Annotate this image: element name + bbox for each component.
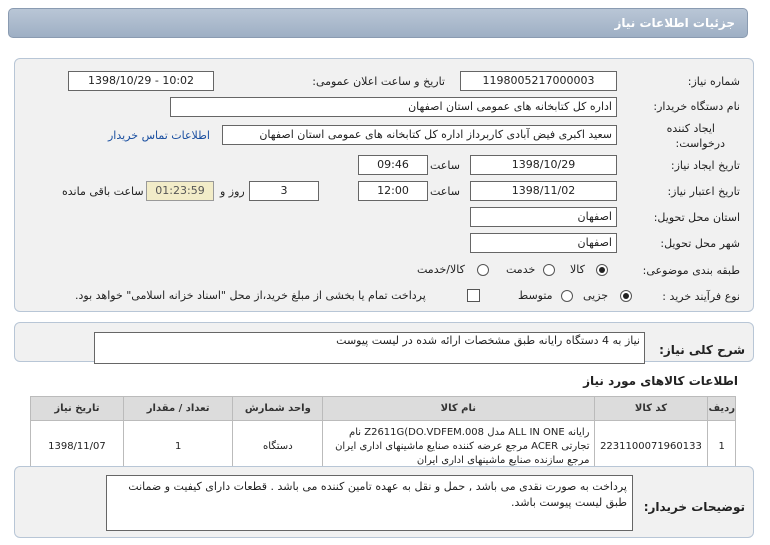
goods-table bbox=[30, 396, 736, 473]
create-date-label: تاریخ ایجاد نیاز: bbox=[670, 159, 740, 172]
city-label: شهر محل تحویل: bbox=[660, 237, 740, 250]
city-field: اصفهان bbox=[470, 233, 617, 253]
validity-date-label: تاریخ اعتبار نیاز: bbox=[667, 185, 740, 198]
process-minor-radio[interactable] bbox=[620, 290, 632, 302]
remaining-time: 01:23:59 bbox=[146, 181, 214, 201]
process-medium-label: متوسط bbox=[518, 289, 553, 302]
validity-time-field: 12:00 bbox=[358, 181, 428, 201]
treasury-payment-text: پرداخت تمام یا بخشی از مبلغ خرید،از محل "اسناد خزانه اسلامی" خواهد بود. bbox=[75, 289, 426, 302]
buyer-label: نام دستگاه خریدار: bbox=[653, 100, 740, 113]
process-label: نوع فرآیند خرید : bbox=[662, 290, 740, 303]
creator-label: ایجاد کننده bbox=[666, 122, 715, 135]
need-number-label: شماره نیاز: bbox=[687, 75, 740, 88]
page-title: جزئیات اطلاعات نیاز bbox=[8, 8, 748, 38]
category-goods-service-radio[interactable] bbox=[477, 264, 489, 276]
col-row-header: ردیف bbox=[708, 397, 736, 421]
col-name-header: نام کالا bbox=[323, 397, 594, 421]
goods-table-header bbox=[31, 397, 736, 421]
category-service-radio[interactable] bbox=[543, 264, 555, 276]
notes-label: توضیحات خریدار: bbox=[643, 500, 745, 514]
validity-time-label: ساعت bbox=[430, 185, 460, 198]
goods-code-cell: 2231100071960133 bbox=[594, 421, 708, 473]
announce-date-label: تاریخ و ساعت اعلان عمومی: bbox=[312, 75, 445, 88]
create-time-field: 09:46 bbox=[358, 155, 428, 175]
row-number-cell: 1 bbox=[708, 421, 736, 473]
creator-field: سعید اکبری فیض آبادی کاربرداز اداره کل کتابخانه های عمومی استان اصفهان bbox=[222, 125, 617, 145]
create-time-label: ساعت bbox=[430, 159, 460, 172]
buyer-contact-link[interactable]: اطلاعات تماس خریدار bbox=[108, 129, 210, 142]
goods-section-title: اطلاعات کالاهای مورد نیاز bbox=[583, 374, 738, 388]
treasury-payment-checkbox[interactable] bbox=[467, 289, 480, 302]
col-date-header: تاریخ نیاز bbox=[31, 397, 124, 421]
validity-date-field: 1398/11/02 bbox=[470, 181, 617, 201]
notes-field: پرداخت به صورت نقدی می باشد , حمل و نقل به عهده تامین کننده می باشد . قطعات دارای کیفیت و ضمانت طبق لیست پیوست باشد. bbox=[106, 475, 633, 531]
create-date-field: 1398/10/29 bbox=[470, 155, 617, 175]
col-code-header: کد کالا bbox=[594, 397, 708, 421]
creator-label-2: درخواست: bbox=[675, 137, 725, 150]
goods-qty-cell: 1 bbox=[123, 421, 233, 473]
category-goods-radio[interactable] bbox=[596, 264, 608, 276]
col-qty-header: تعداد / مقدار bbox=[123, 397, 233, 421]
category-service-label: خدمت bbox=[506, 263, 536, 276]
goods-unit-cell: دستگاه bbox=[233, 421, 323, 473]
description-label: شرح کلی نیاز: bbox=[659, 343, 745, 357]
process-medium-radio[interactable] bbox=[561, 290, 573, 302]
table-row bbox=[31, 421, 736, 473]
goods-date-cell: 1398/11/07 bbox=[31, 421, 124, 473]
province-label: استان محل تحویل: bbox=[653, 211, 740, 224]
category-goods-label: کالا bbox=[570, 263, 585, 276]
announce-date-field: 1398/10/29 - 10:02 bbox=[68, 71, 214, 91]
need-number-field: 1198005217000003 bbox=[460, 71, 617, 91]
remaining-label: ساعت باقی مانده bbox=[62, 185, 144, 198]
days-label: روز و bbox=[220, 185, 245, 198]
process-minor-label: جزیی bbox=[583, 289, 609, 302]
province-field: اصفهان bbox=[470, 207, 617, 227]
goods-name-cell: رایانه ALL IN ONE مدل Z2611G(DO.VDFEM.008 نام تجارتی ACER مرجع عرضه کننده صنایع ماشینهای اداری ایران مرجع سازنده صنایع ماشینهای اداری ایران bbox=[323, 421, 594, 473]
col-unit-header: واحد شمارش bbox=[233, 397, 323, 421]
category-goods-service-label: کالا/خدمت bbox=[417, 263, 465, 276]
category-label: طبقه بندی موضوعی: bbox=[642, 264, 740, 277]
days-field: 3 bbox=[249, 181, 319, 201]
buyer-field: اداره کل کتابخانه های عمومی استان اصفهان bbox=[170, 97, 617, 117]
description-field: نیاز به 4 دستگاه رایانه طبق مشخصات ارائه شده در لیست پیوست bbox=[94, 332, 645, 364]
